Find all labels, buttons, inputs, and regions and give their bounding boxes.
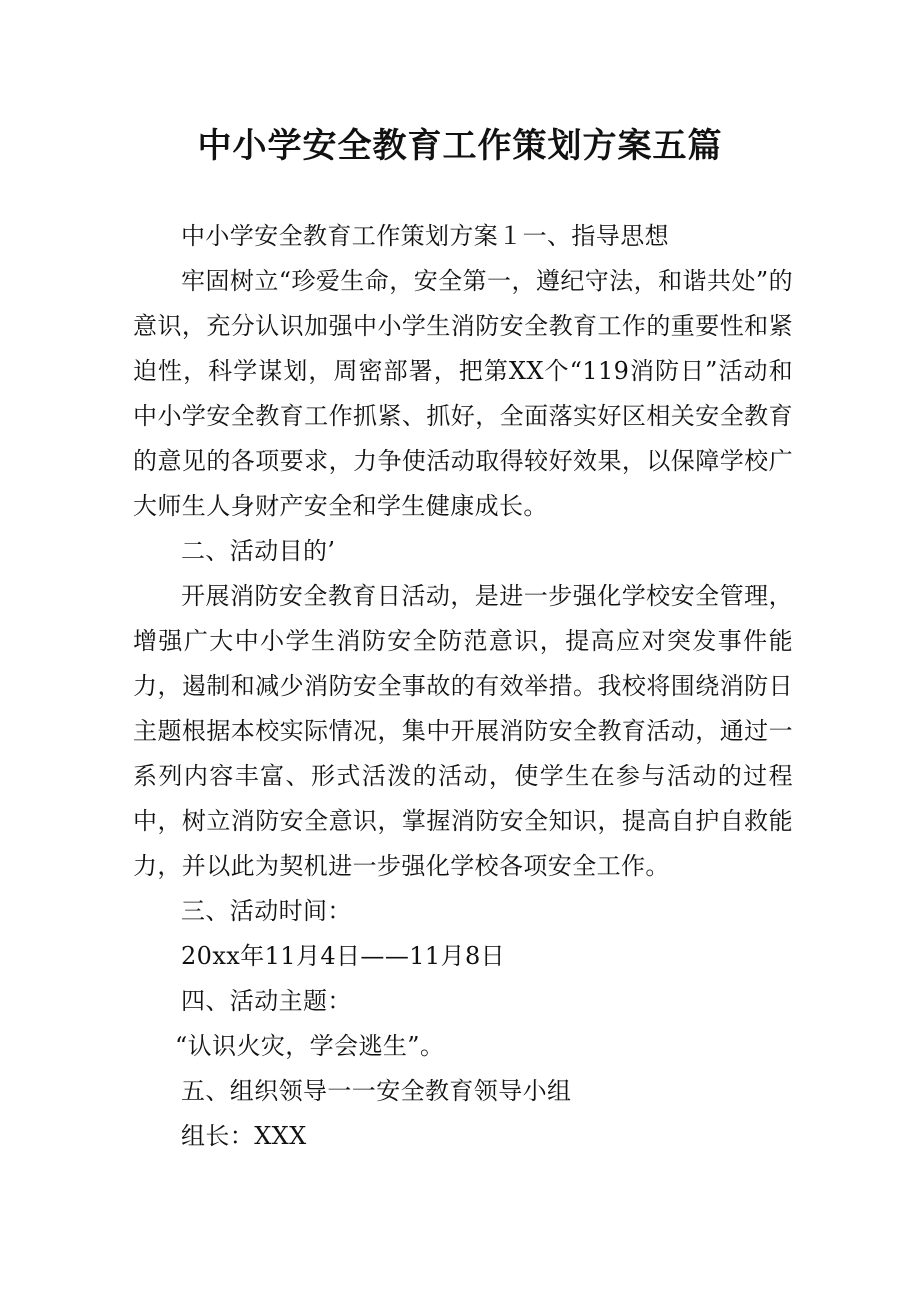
document-body	[133, 214, 793, 1159]
paragraph-activity-purpose: 开展消防安全教育日活动，是进一步强化学校安全管理，增强广大中小学生消防安全防范意识，提高应对突发事件能力，遏制和减少消防安全事故的有效举措。我校将围绕消防日主题根据本校实际情况，集中开展消防安全教育活动，通过一系列内容丰富、形式活泼的活动，使学生在参与活动的过程中，树立消防安全意识，掌握消防安全知识，提高自护自救能力，并以此为契机进一步强化学校各项安全工作。	[133, 582, 793, 880]
heading-activity-theme: 四、活动主题：	[181, 987, 352, 1015]
heading-activity-purpose: 二、活动目的’	[181, 537, 336, 565]
paragraph-team-leader: 组长：XXX	[181, 1122, 307, 1150]
paragraph-plan-heading: 中小学安全教育工作策划方案１一、指导思想	[181, 222, 669, 250]
paragraph-activity-time: 20xx年11月4日——11月8日	[181, 942, 506, 970]
paragraph-guiding-thought: 牢固树立“珍爱生命，安全第一，遵纪守法，和谐共处”的意识，充分认识加强中小学生消防安全教育工作的重要性和紧迫性，科学谋划，周密部署，把第XX个“119消防日”活动和中小学安全教育工作抓紧、抓好，全面落实好区相关安全教育的意见的各项要求，力争使活动取得较好效果，以保障学校广大师生人身财产安全和学生健康成长。	[133, 267, 793, 520]
paragraph-activity-theme: “认识火灾，学会逃生”。	[175, 1032, 445, 1060]
heading-organization: 五、组织领导一一安全教育领导小组	[181, 1077, 572, 1105]
document-title: 中小学安全教育工作策划方案五篇	[197, 126, 723, 166]
heading-activity-time: 三、活动时间：	[181, 897, 352, 925]
